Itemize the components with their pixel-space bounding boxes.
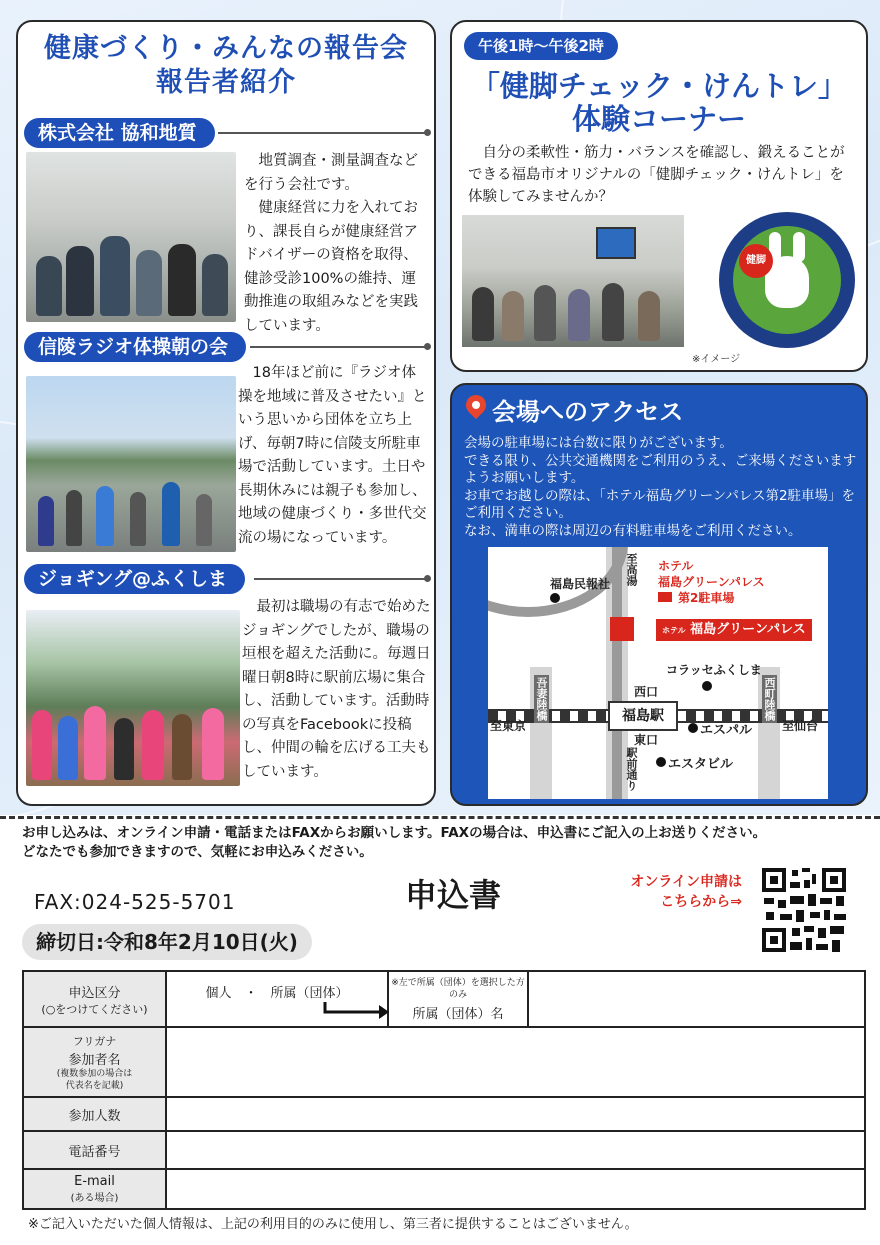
- access-panel: [450, 383, 868, 806]
- email-field[interactable]: [166, 1169, 865, 1209]
- divider-dot: [424, 575, 431, 582]
- privacy-footer: ※ご記入いただいた個人情報は、上記の利用目的のみに使用し、第三者に提供することはございません。: [28, 1217, 638, 1232]
- map-label-hotel: ホテル: [658, 559, 694, 573]
- radio-description: [238, 362, 430, 550]
- divider-dot: [424, 343, 431, 350]
- experience-title-line-2: 体験コーナー: [571, 102, 746, 136]
- fax-number: FAX:024-525-5701: [34, 890, 236, 914]
- group-name-field[interactable]: [528, 971, 865, 1027]
- map-label-ekimae: 駅前通り: [625, 747, 638, 791]
- map-label-espal: エスパル: [700, 723, 753, 738]
- map-label-korasse: コラッセふくしま: [666, 663, 762, 677]
- hotel-sign-name: 福島グリーンパレス: [690, 622, 806, 637]
- divider: [254, 578, 426, 580]
- section-label-kyowa: 株式会社 協和地質: [24, 118, 215, 148]
- experience-panel: [450, 20, 868, 372]
- form-row-name: [23, 1027, 865, 1097]
- participant-count-field[interactable]: [166, 1097, 865, 1131]
- jogging-group-photo: [26, 610, 240, 786]
- access-line: お車でお越しの際は、「ホテル福島グリーンパレス第2駐車場」をご利用ください。: [464, 487, 856, 521]
- kubun-label-cell: [23, 971, 166, 1027]
- map-marker: [688, 723, 698, 733]
- map-label-minpo: 福島民報社: [550, 577, 611, 591]
- access-line: なお、満車の際は周辺の有料駐車場をご利用ください。: [464, 522, 802, 539]
- kubun-sub: (○をつけてください): [41, 1002, 148, 1016]
- form-row-count: [23, 1097, 865, 1131]
- map-label-to-sendai: 至仙台: [782, 719, 819, 733]
- title-line-2: 報告者紹介: [156, 67, 296, 98]
- kyowa-description: [244, 150, 428, 338]
- radio-paragraph: 18年ほど前に『ラジオ体操を地域に普及させたい』という思いから団体を立ち上げ、毎朝7時に信陵支所駐車場で活動しています。土日や長期休みには親子も参加し、地域の健康づくり・多世代交流の場になっています。: [238, 365, 427, 546]
- section-label-jogging: ジョギング@ふくしま: [24, 564, 245, 594]
- radio-exercise-photo: [26, 376, 236, 552]
- photo-people: [26, 223, 236, 317]
- count-label-cell: 参加人数: [23, 1097, 166, 1131]
- experience-title-line-1: 「健脚チェック・けんトレ」: [470, 69, 848, 103]
- map-label-to-tokyo: 至東京: [490, 719, 527, 733]
- office-meeting-photo: [26, 152, 236, 322]
- online-application-link[interactable]: [620, 872, 742, 912]
- qr-code-graphic: [760, 866, 848, 954]
- jogging-paragraph: 最初は職場の有志で始めたジョギングでしたが、職場の垣根を超えた活動に。毎週日曜日朝8時に駅前広場に集合し、活動しています。活動時の写真をFacebookに投稿し、仲間の輪を広げる工夫もしています。: [242, 599, 431, 780]
- form-title: 申込書: [405, 876, 502, 914]
- reporter-panel: [16, 20, 436, 806]
- parking-marker: [658, 592, 672, 602]
- participant-name-field[interactable]: [166, 1027, 865, 1097]
- phone-label-cell: 電話番号: [23, 1131, 166, 1169]
- online-line-2: こちらから⇒: [660, 894, 742, 910]
- map-marker: [656, 757, 666, 767]
- experience-description: [468, 142, 856, 208]
- experience-title: [452, 70, 866, 136]
- kubun-label: 申込区分: [68, 985, 121, 1001]
- time-badge: 午後1時〜午後2時: [464, 32, 618, 60]
- phone-field[interactable]: [166, 1131, 865, 1169]
- fukushima-station: 福島駅: [608, 701, 678, 731]
- furigana-label: フリガナ: [72, 1034, 117, 1048]
- map-label-to-takayu: 至高湯: [625, 553, 638, 586]
- experience-paragraph: 自分の柔軟性・筋力・バランスを確認し、鍛えることができる福島市オリジナルの「健脚チェック・けんトレ」を体験してみませんか？: [468, 145, 845, 205]
- reporter-title: [18, 32, 434, 100]
- experience-photo: [462, 215, 684, 347]
- application-form: [22, 970, 866, 1210]
- qr-code[interactable]: [760, 866, 848, 954]
- online-line-1: オンライン申請は: [630, 874, 742, 890]
- divider: [218, 132, 426, 134]
- name-label-cell: [23, 1027, 166, 1097]
- location-pin-icon: [462, 391, 490, 419]
- email-sub: (ある場合): [70, 1193, 119, 1204]
- access-description: [464, 435, 864, 540]
- section-label-radio: 信陵ラジオ体操朝の会: [24, 332, 246, 362]
- map-label-azuma-bridge: 吾妻陸橋: [535, 677, 548, 721]
- screen-display: [596, 227, 636, 259]
- access-line: できる限り、公共交通機関をご利用のうえ、ご来場くださいますようお願いします。: [464, 452, 857, 486]
- map-label-nishimachi-bridge: 西町陸橋: [763, 677, 776, 721]
- deadline-badge: 締切日:令和8年2月10日(火): [22, 924, 312, 960]
- kubun-group-label-cell: [388, 971, 528, 1027]
- kyowa-paragraph-1: 地質調査・測量調査などを行う会社です。: [244, 153, 418, 193]
- application-notice: [22, 824, 872, 862]
- jogging-description: [242, 596, 432, 784]
- kubun-options-cell[interactable]: [166, 971, 388, 1027]
- photo-people: [26, 683, 240, 780]
- name-note-1: (複数参加の場合は: [56, 1068, 133, 1079]
- kenkyaku-mascot-badge: [719, 212, 855, 348]
- form-row-email: [23, 1169, 865, 1209]
- email-label-cell: [23, 1169, 166, 1209]
- title-line-1: 健康づくり・みんなの報告会: [44, 33, 408, 64]
- image-note: ※イメージ: [692, 354, 741, 365]
- map-label-estabil: エスタビル: [668, 757, 734, 772]
- notice-line-2: どなたでも参加できますので、気軽にお申込みください。: [22, 844, 373, 860]
- form-row-phone: [23, 1131, 865, 1169]
- name-note-2: 代表名を記載): [65, 1080, 124, 1091]
- divider-dot: [424, 129, 431, 136]
- form-row-kubun: [23, 971, 865, 1027]
- divider: [250, 346, 426, 348]
- hotel-marker: [610, 617, 634, 641]
- access-map: [488, 547, 828, 799]
- notice-line-1: お申し込みは、オンライン申請・電話またはFAXからお願いします。FAXの場合は、申込書にご記入の上お送りください。: [22, 825, 767, 841]
- photo-people: [462, 268, 684, 341]
- name-label: 参加者名: [68, 1052, 121, 1068]
- hotel-sign: [656, 619, 812, 641]
- kyowa-paragraph-2: 健康経営に力を入れており、課長自らが健康経営アドバイザーの資格を取得、健診受診100%の維持、運動推進の取組みなどを実践しています。: [244, 200, 418, 334]
- arrow-right-icon: [323, 1000, 391, 1020]
- kubun-group-label: 所属（団体）名: [412, 1006, 504, 1022]
- email-label: E-mail: [74, 1174, 115, 1189]
- map-label-parking: 第2駐車場: [678, 591, 735, 605]
- map-label-hotel-name: 福島グリーンパレス: [658, 575, 765, 589]
- access-title: 会場へのアクセス: [492, 398, 684, 426]
- map-label-higashiguchi: 東口: [634, 733, 659, 747]
- kenkyaku-mark: 健脚: [739, 244, 773, 278]
- map-marker: [702, 681, 712, 691]
- hotel-sign-small: ホテル: [662, 626, 686, 635]
- cut-line: [0, 816, 880, 819]
- map-marker: [550, 593, 560, 603]
- kubun-note: ※左で所属（団体）を選択した方のみ: [391, 977, 525, 1000]
- map-label-nishiguchi: 西口: [634, 685, 659, 699]
- access-line: 会場の駐車場には台数に限りがございます。: [464, 435, 733, 451]
- kubun-options[interactable]: 個人 ・ 所属（団体）: [205, 985, 349, 1001]
- badge-inner: [733, 226, 841, 334]
- photo-people: [26, 449, 236, 546]
- road: [612, 547, 622, 799]
